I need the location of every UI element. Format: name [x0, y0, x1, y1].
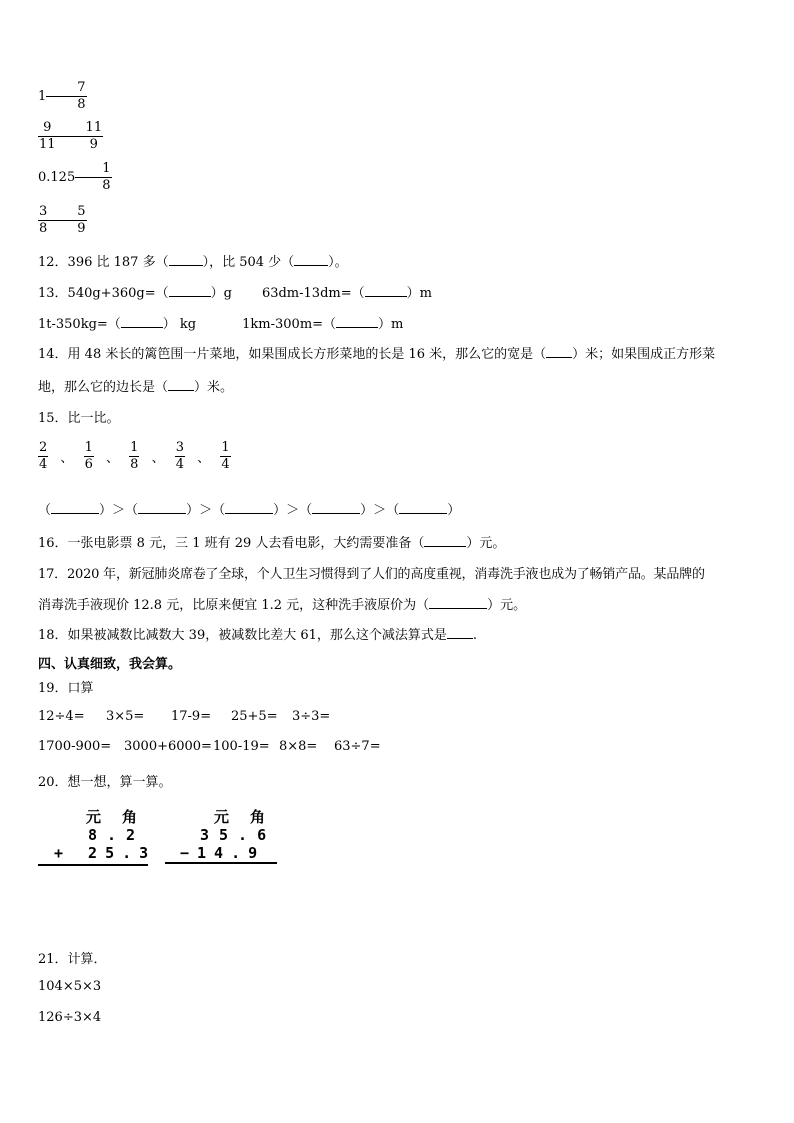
question-14-line-2: 地，那么它的边长是（ ）米。 [38, 380, 234, 395]
vertical-calc-rule [38, 864, 148, 866]
fraction: $\frac{1}{8}$ [130, 440, 139, 472]
fraction: $\frac{2}{4}$ [39, 440, 48, 472]
answer-blank[interactable] [294, 265, 328, 266]
compare-item-3 [38, 161, 112, 194]
question-15-answer-row: （ ）＞（ ）＞（ ）＞（ ）＞（ ） [38, 503, 461, 518]
answer-blank[interactable] [169, 265, 203, 266]
answer-blank[interactable] [336, 327, 378, 328]
compare-blank[interactable] [75, 177, 101, 178]
answer-blank[interactable] [365, 296, 407, 297]
question-16: 16．一张电影票 8 元，三 1 班有 29 人去看电影，大约需要准备（ ）元。 [38, 536, 506, 551]
calc-item: 104×5×3 [38, 979, 102, 994]
compare-left: 0.125 [38, 170, 76, 185]
compare-item-4 [38, 204, 87, 237]
fraction: $\frac{1}{8}$ [102, 161, 111, 193]
compare-blank[interactable] [46, 96, 76, 97]
answer-blank[interactable] [546, 357, 572, 358]
fraction: $\frac{1}{6}$ [84, 440, 93, 472]
answer-blank[interactable] [225, 513, 273, 514]
fraction: $\frac{3}{8}$ [39, 204, 48, 236]
question-20-title: 20．想一想，算一算。 [38, 775, 172, 790]
fraction: $\frac{11}{9}$ [85, 120, 103, 152]
answer-blank[interactable] [168, 390, 194, 391]
question-19-title: 19．口算 [38, 681, 94, 696]
question-13-line-2: 1t-350kg=（ ） kg 1km-300m=（ ）m [38, 317, 404, 332]
question-15-title: 15．比一比。 [38, 411, 120, 426]
question-14-line-1: 14．用 48 米长的篱笆围一片菜地，如果围成长方形菜地的长是 16 米，那么它的宽是（ ）米；如果围成正方形菜 [38, 347, 716, 362]
vertical-calc-bottom: + 25.3 [54, 844, 157, 862]
answer-blank[interactable] [424, 546, 466, 547]
question-13-line-1: 13．540g+360g=（ ）g 63dm-13dm=（ ）m [38, 286, 432, 301]
answer-blank[interactable] [447, 638, 473, 639]
fraction: $\frac{3}{4}$ [175, 440, 185, 472]
answer-blank[interactable] [312, 513, 360, 514]
answer-blank[interactable] [399, 513, 447, 514]
vertical-calc-top: 35.6 [200, 826, 277, 844]
mental-math-row-1: 12÷4= 3×5= 17-9= 25+5= 3÷3= [38, 709, 331, 724]
answer-blank[interactable] [138, 513, 186, 514]
vertical-calc-bottom: −14.9 [180, 844, 266, 862]
calc-item: 126÷3×4 [38, 1010, 102, 1025]
vertical-calc-header: 元 角 [86, 808, 144, 826]
compare-blank[interactable] [48, 220, 76, 221]
fraction: $\frac{5}{9}$ [77, 204, 86, 236]
vertical-calc-header: 元 角 [214, 808, 272, 826]
compare-item-1 [38, 80, 87, 113]
section-heading: 四、认真细致，我会算。 [38, 657, 182, 672]
answer-blank[interactable] [429, 608, 487, 609]
fraction: $\frac{7}{8}$ [77, 80, 86, 112]
question-17-line-1: 17．2020 年，新冠肺炎席卷了全球，个人卫生习惯得到了人们的高度重视，消毒洗手液也成为了畅销产品。某品牌的 [38, 567, 705, 582]
answer-blank[interactable] [121, 327, 163, 328]
question-17-line-2: 消毒洗手液现价 12.8 元，比原来便宜 1.2 元，这种洗手液原价为（ ）元。 [38, 598, 527, 613]
vertical-calc-rule [165, 862, 277, 864]
compare-left: 1 [38, 89, 47, 104]
compare-item-2 [38, 120, 103, 153]
question-21-title: 21．计算． [38, 952, 107, 967]
question-18: 18．如果被减数比减数大 39，被减数比差大 61，那么这个减法算式是 . [38, 628, 478, 643]
question-15-fractions: $\frac{2}{4}$ 、 $\frac{1}{6}$ 、 $\frac{1}{8}$ 、 $\frac{3}{4}$ 、 $\frac{1}{4}$ [39, 440, 230, 472]
question-12: 12．396 比 187 多（ ），比 504 少（ ）。 [38, 255, 348, 270]
answer-blank[interactable] [169, 296, 211, 297]
vertical-calc-top: 8.2 [88, 826, 146, 844]
fraction: $\frac{1}{4}$ [221, 440, 230, 472]
compare-blank[interactable] [57, 136, 85, 137]
mental-math-row-2: 1700-900= 3000+6000=100-19= 8×8= 63÷7= [38, 739, 381, 754]
answer-blank[interactable] [51, 513, 99, 514]
fraction: $\frac{9}{11}$ [39, 120, 56, 152]
